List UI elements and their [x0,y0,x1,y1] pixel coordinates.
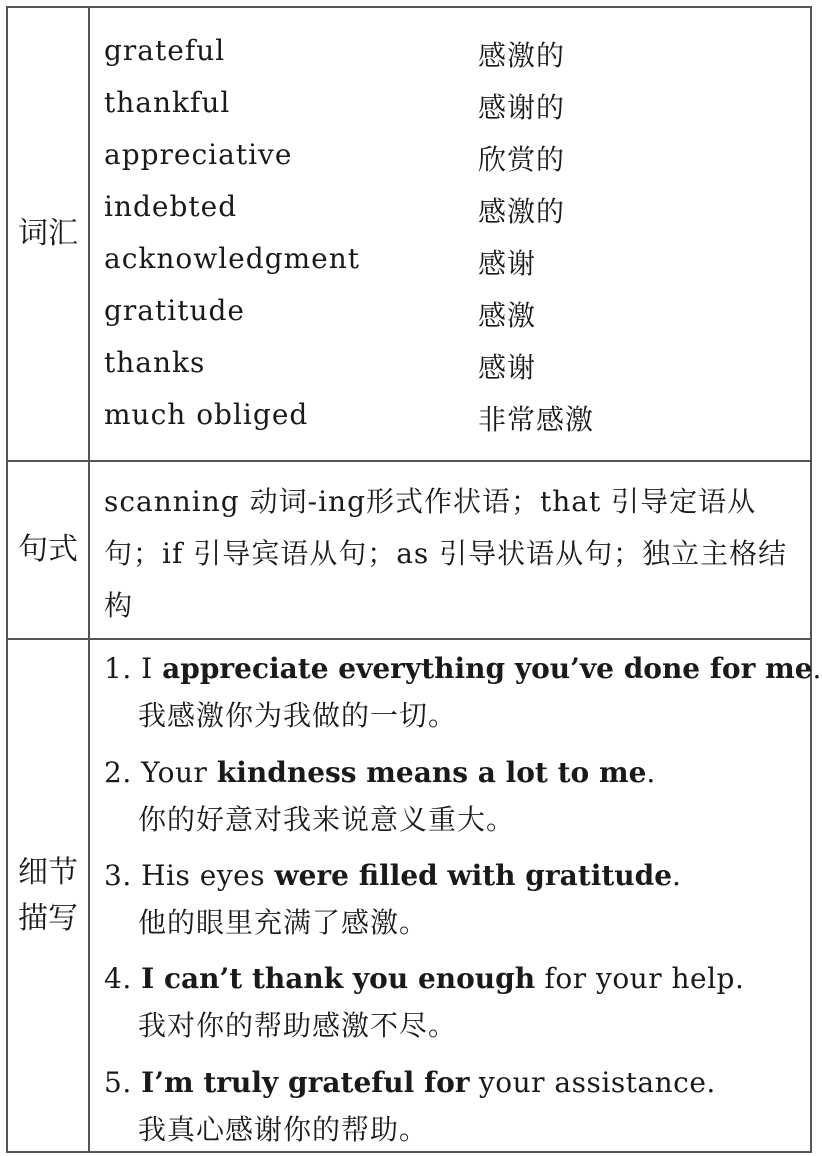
detail-post: . [672,859,682,892]
vocab-chinese: 感谢 [478,351,537,384]
patterns-label: 句式 [8,462,90,638]
detail-pre: His eyes [131,859,275,892]
detail-item [104,1066,804,1148]
detail-pre: Your [131,756,217,789]
detail-post: . [812,652,822,685]
detail-item [104,962,804,1044]
patterns-text: scanning 动词-ing形式作状语；that 引导定语从句；if 引导宾语从句；as 引导状语从句；独立主格结构 [104,485,788,622]
detail-item [104,652,822,734]
detail-key-phrase: were filled with gratitude [274,859,673,892]
vocab-item [104,242,810,294]
vocab-english: appreciative [104,138,293,171]
details-label-text: 细节描写 [18,854,78,936]
details-list [90,640,822,1151]
vocab-chinese: 感谢 [478,247,537,280]
vocab-item [104,294,810,346]
detail-number: 5. [104,1066,132,1099]
vocab-english: indebted [104,190,238,223]
vocab-item [104,138,810,190]
detail-number: 1. [104,652,132,685]
detail-pre [132,962,141,995]
detail-key-phrase: appreciate everything you’ve done for me [162,652,813,685]
vocab-english: acknowledgment [104,242,360,275]
detail-item [104,859,804,941]
vocab-english: thanks [104,346,206,379]
vocab-english: thankful [104,86,231,119]
vocab-english: grateful [104,34,226,67]
detail-english [104,1066,804,1099]
vocab-chinese: 欣赏的 [478,143,566,176]
vocabulary-row [8,8,810,462]
patterns-row [8,462,810,640]
detail-pre: I [131,652,163,685]
vocab-english: much obliged [104,398,309,431]
vocab-item [104,34,810,86]
detail-key-phrase: I’m truly grateful for [141,1066,470,1099]
detail-english [104,756,804,789]
detail-post: . [646,756,656,789]
detail-chinese: 我感激你为我做的一切。 [138,699,458,732]
detail-chinese: 他的眼里充满了感激。 [138,906,429,939]
detail-pre [132,1066,141,1099]
detail-post: your assistance. [469,1066,716,1099]
vocab-item [104,190,810,242]
detail-english [104,859,804,892]
vocab-chinese: 感激的 [478,195,566,228]
vocab-item [104,398,810,450]
vocab-item [104,346,810,398]
detail-key-phrase: I can’t thank you enough [141,962,536,995]
vocabulary-list [90,8,810,460]
vocab-chinese: 感激 [478,299,537,332]
vocabulary-label: 词汇 [8,8,90,460]
detail-post: for your help. [535,962,745,995]
details-row [8,640,822,1151]
vocab-chinese: 非常感激 [478,403,595,436]
detail-key-phrase: kindness means a lot to me [216,756,647,789]
vocabulary-table [6,6,822,1153]
patterns-content [90,462,810,638]
detail-english [104,962,804,995]
details-label [8,640,90,1151]
detail-english [104,652,822,685]
vocab-item [104,86,810,138]
detail-chinese: 我真心感谢你的帮助。 [138,1113,429,1146]
detail-number: 3. [104,859,132,892]
detail-number: 2. [104,756,132,789]
detail-chinese: 我对你的帮助感激不尽。 [138,1009,458,1042]
detail-number: 4. [104,962,132,995]
vocab-chinese: 感谢的 [478,91,566,124]
detail-chinese: 你的好意对我来说意义重大。 [138,803,516,836]
vocab-chinese: 感激的 [478,39,566,72]
vocab-english: gratitude [104,294,245,327]
detail-item [104,756,804,838]
